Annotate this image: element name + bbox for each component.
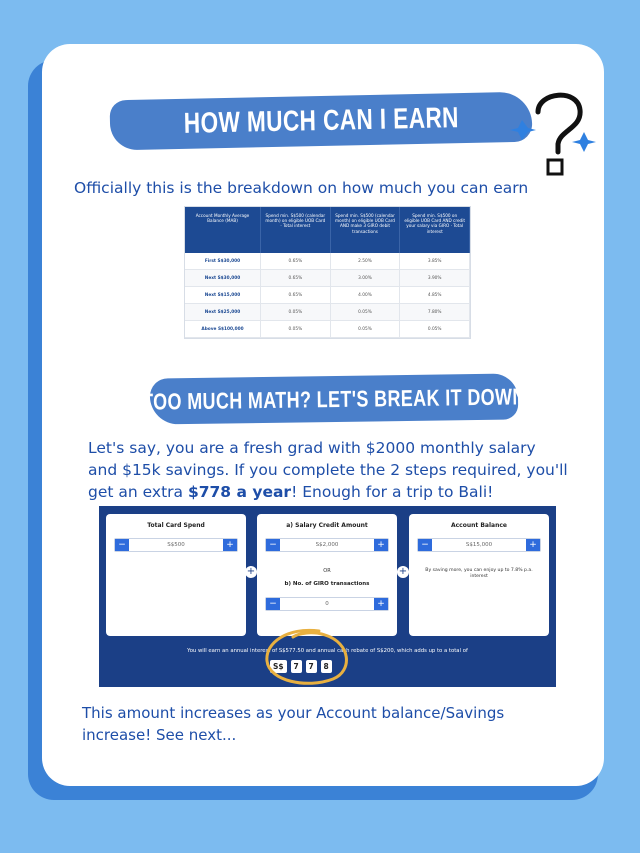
balance-note: By saving more, you can enjoy up to 7.8% p.a. interest	[425, 568, 533, 579]
balance-increase-button[interactable]: +	[526, 539, 540, 551]
title-banner	[110, 92, 533, 151]
example-highlight: $778 a year	[187, 483, 292, 501]
savings-calculator	[99, 506, 556, 687]
card-spend-decrease-button[interactable]: −	[115, 539, 129, 551]
table-cell: 7.80%	[400, 304, 470, 320]
table-cell: 4.85%	[400, 287, 470, 303]
table-header	[185, 207, 470, 253]
total-digit: 7	[306, 660, 317, 673]
or-label: OR	[323, 568, 331, 574]
salary-title: a) Salary Credit Amount	[286, 522, 368, 529]
example-text-part1: Let's say, you are a fresh grad with $2000 monthly salary and $15k savings. If you complete the 2 steps required, you'll get an extra	[88, 439, 568, 501]
table-cell: 0.05%	[331, 321, 401, 337]
total-digit: 8	[321, 660, 332, 673]
table-header-cell: Spend min. S$500 on eligible UOB Card AND credit your salary via GIRO · Total interest	[400, 207, 470, 253]
table-cell: Next S$25,000	[185, 304, 261, 320]
table-row	[185, 304, 470, 321]
intro-text: Officially this is the breakdown on how much you can earn	[74, 179, 529, 197]
table-cell: 0.65%	[261, 287, 331, 303]
table-cell: Next S$30,000	[185, 270, 261, 286]
salary-stepper	[265, 538, 389, 552]
interest-rate-table	[184, 206, 471, 339]
balance-title: Account Balance	[450, 522, 507, 529]
section-title: TOO MUCH MATH? LET'S BREAK IT DOWN	[142, 382, 526, 415]
example-text-part2: ! Enough for a trip to Bali!	[291, 483, 494, 501]
table-cell: 0.65%	[261, 253, 331, 269]
total-display	[270, 660, 332, 673]
table-header-cell: Spend min. S$500 (calendar month) on eligible UOB Card · Total interest	[261, 207, 331, 253]
table-row	[185, 321, 470, 338]
table-row	[185, 270, 470, 287]
giro-input[interactable]: 0	[325, 601, 329, 607]
card-spend-stepper	[114, 538, 238, 552]
giro-stepper	[265, 597, 389, 611]
section-banner	[142, 373, 526, 424]
card-spend-title: Total Card Spend	[147, 522, 205, 529]
table-cell: 0.05%	[261, 304, 331, 320]
question-mark-icon	[508, 74, 600, 186]
balance-input[interactable]: S$15,000	[465, 542, 493, 548]
balance-stepper	[417, 538, 541, 552]
table-cell: 2.50%	[331, 253, 401, 269]
table-cell: 3.85%	[400, 253, 470, 269]
giro-title: b) No. of GIRO transactions	[284, 581, 370, 587]
table-cell: 0.05%	[261, 321, 331, 337]
total-digit: 7	[291, 660, 302, 673]
table-cell: 0.05%	[400, 321, 470, 337]
plus-icon: +	[398, 566, 408, 577]
giro-decrease-button[interactable]: −	[266, 598, 280, 610]
table-row	[185, 253, 470, 270]
giro-increase-button[interactable]: +	[374, 598, 388, 610]
table-cell: 0.05%	[331, 304, 401, 320]
table-cell: Above S$100,000	[185, 321, 261, 337]
salary-input[interactable]: S$2,000	[315, 542, 339, 548]
table-cell: 4.00%	[331, 287, 401, 303]
result-text: You will earn an annual interest of S$577.50 and annual cash rebate of S$200, which adds up to a total of	[187, 648, 468, 654]
footer-text: This amount increases as your Account balance/Savings increase! See next...	[82, 704, 505, 744]
page-title: HOW MUCH CAN I EARN	[183, 101, 459, 140]
card-spend-increase-button[interactable]: +	[223, 539, 237, 551]
table-row	[185, 287, 470, 304]
card-spend-input[interactable]: S$500	[167, 542, 185, 548]
salary-increase-button[interactable]: +	[374, 539, 388, 551]
balance-panel	[409, 514, 549, 636]
table-cell: 3.00%	[331, 270, 401, 286]
example-text	[88, 437, 568, 503]
salary-panel	[257, 514, 397, 636]
plus-icon: +	[246, 566, 256, 577]
table-header-cell: Account Monthly Average Balance (MAB)	[185, 207, 261, 253]
total-currency: S$	[270, 660, 287, 673]
table-cell: First S$30,000	[185, 253, 261, 269]
balance-decrease-button[interactable]: −	[418, 539, 432, 551]
table-cell: 3.90%	[400, 270, 470, 286]
table-cell: Next S$15,000	[185, 287, 261, 303]
salary-decrease-button[interactable]: −	[266, 539, 280, 551]
table-cell: 0.65%	[261, 270, 331, 286]
table-header-cell: Spend min. S$500 (calendar month) on eligible UOB Card AND make 3 GIRO debit transactions	[331, 207, 401, 253]
card-spend-panel	[106, 514, 246, 636]
